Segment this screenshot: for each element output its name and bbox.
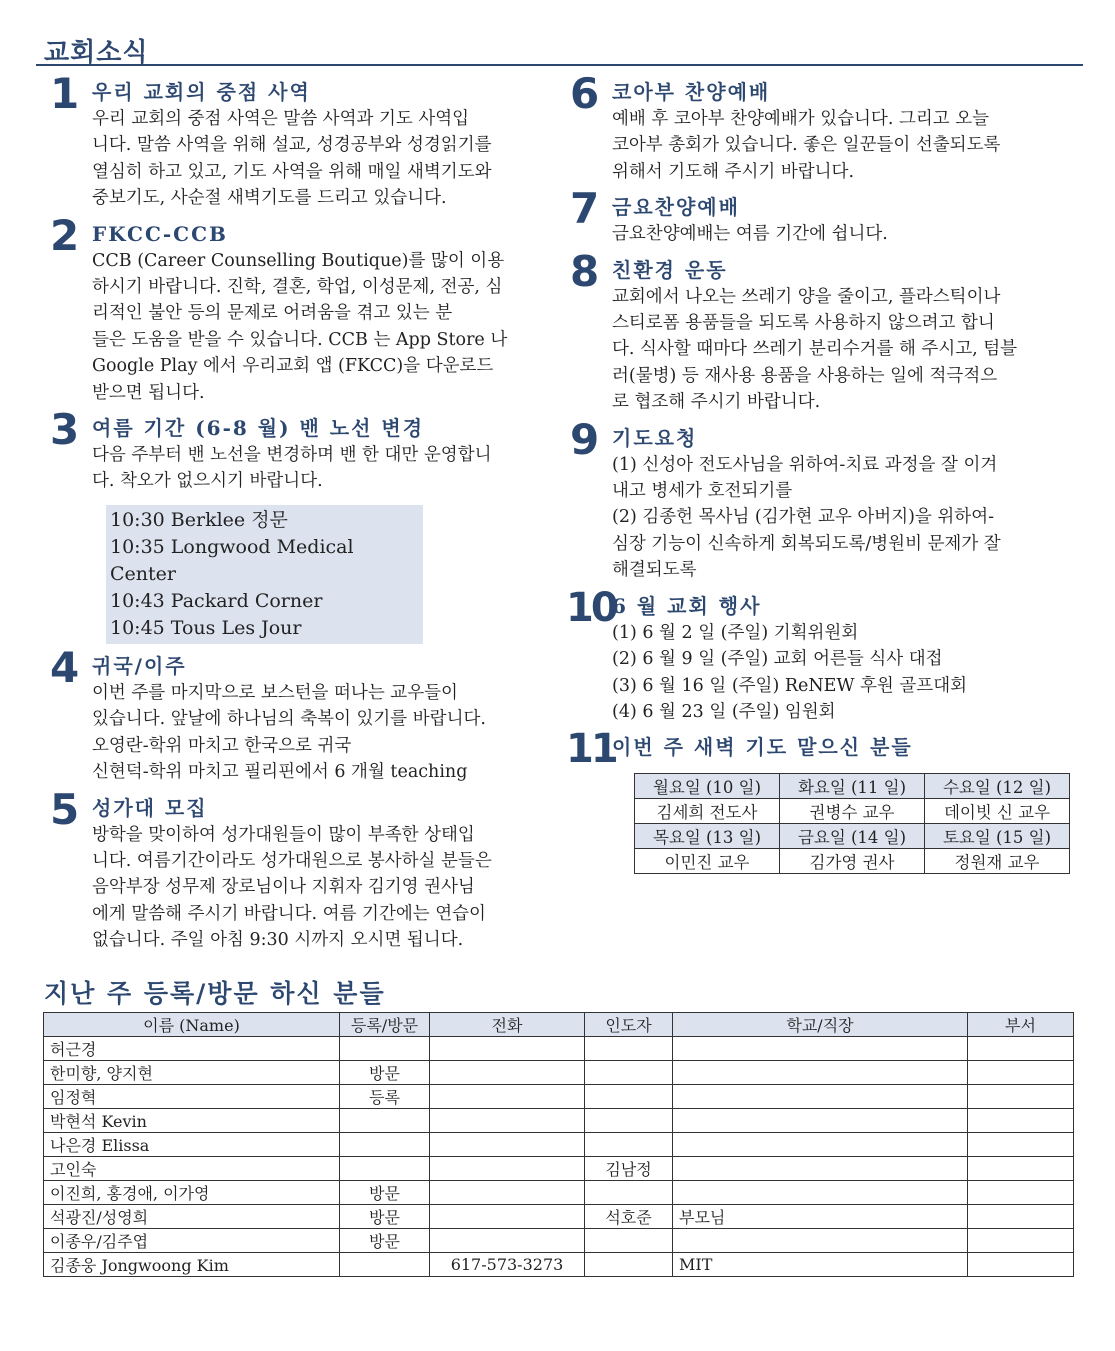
visitor-cell: MIT (673, 1253, 968, 1277)
table-row (44, 1229, 1074, 1253)
visitors-header-cell: 인도자 (585, 1013, 673, 1037)
visitor-cell (673, 1157, 968, 1181)
schedule-line: 10:45 Tous Les Jour (110, 616, 302, 639)
table-row (44, 1061, 1074, 1085)
dawn-cell: 금요일 (14 일) (780, 824, 925, 849)
dawn-leader-row (635, 849, 1070, 874)
van-schedule-box (106, 505, 423, 644)
body-line: 심장 기능이 신속하게 회복되도록/병원비 문제가 잘 (612, 533, 1001, 554)
visitor-cell: 허근경 (44, 1037, 340, 1061)
dawn-cell: 데이빗 신 교우 (925, 799, 1070, 824)
body-line: 중보기도, 사순절 새벽기도를 드리고 있습니다. (92, 188, 447, 209)
section-title: 이번 주 새벽 기도 맡으신 분들 (612, 735, 913, 760)
dawn-cell: 이민진 교우 (635, 849, 780, 874)
dawn-cell: 김세희 전도사 (635, 799, 780, 824)
visitor-cell (673, 1085, 968, 1109)
visitor-cell (968, 1109, 1074, 1133)
section-body (612, 221, 1083, 247)
body-line: 다. 착오가 없으시기 바랍니다. (92, 471, 323, 492)
section-body (92, 106, 555, 212)
body-line: (2) 김종헌 목사님 (김가현 교우 아버지)을 위하여- (612, 507, 995, 528)
dawn-leader-row (635, 799, 1070, 824)
body-line: 받으면 됩니다. (92, 382, 205, 403)
visitor-cell (430, 1061, 585, 1085)
title-divider (36, 64, 1083, 66)
visitors-title: 지난 주 등록/방문 하신 분들 (44, 979, 386, 1008)
visitor-cell (673, 1229, 968, 1253)
section-number: 11 (566, 726, 616, 773)
visitor-cell: 617-573-3273 (430, 1253, 585, 1277)
visitor-cell (430, 1037, 585, 1061)
section-body (92, 442, 555, 495)
visitor-cell: 한미향, 양지현 (44, 1061, 340, 1085)
section-body (92, 680, 555, 786)
news-section-4 (50, 642, 555, 786)
news-section-11 (566, 726, 1083, 874)
visitors-header-cell: 전화 (430, 1013, 585, 1037)
section-number: 5 (50, 784, 80, 834)
table-row (44, 1109, 1074, 1133)
visitor-cell (430, 1181, 585, 1205)
news-section-8 (570, 246, 1083, 416)
visitor-cell (673, 1133, 968, 1157)
visitor-cell: 김남정 (585, 1157, 673, 1181)
right-column (566, 69, 1083, 882)
table-row (44, 1205, 1074, 1229)
visitor-cell (340, 1157, 430, 1181)
body-line: 리적인 불안 등의 문제로 어려움을 겪고 있는 분 (92, 303, 453, 324)
dawn-cell: 김가영 권사 (780, 849, 925, 874)
body-line: 다음 주부터 밴 노선을 변경하며 밴 한 대만 운영합니 (92, 445, 492, 466)
body-line: 음악부장 성무제 장로님이나 지휘자 김기영 권사님 (92, 877, 475, 898)
body-line: 스티로폼 용품들을 되도록 사용하지 않으려고 합니 (612, 313, 995, 334)
body-line: 이번 주를 마지막으로 보스턴을 떠나는 교우들이 (92, 682, 458, 703)
body-line: (1) 6 월 2 일 (주일) 기획위원회 (612, 622, 859, 643)
body-line: 니다. 여름기간이라도 성가대원으로 봉사하실 분들은 (92, 850, 492, 871)
dawn-day-row (635, 824, 1070, 849)
dawn-cell: 수요일 (12 일) (925, 774, 1070, 799)
section-title: 기도요청 (612, 425, 698, 450)
table-row (44, 1181, 1074, 1205)
section-title: 친환경 운동 (612, 257, 728, 282)
visitor-cell (673, 1061, 968, 1085)
visitors-header-cell: 이름 (Name) (44, 1013, 340, 1037)
section-title: 귀국/이주 (92, 653, 187, 678)
visitor-cell: 석광진/성영희 (44, 1205, 340, 1229)
body-line: 에게 말씀해 주시기 바랍니다. 여름 기간에는 연습이 (92, 903, 486, 924)
visitor-cell (585, 1133, 673, 1157)
section-body (612, 284, 1083, 416)
news-section-7 (570, 184, 1083, 247)
section-body (612, 106, 1083, 185)
page-title: 교회소식 (44, 38, 149, 68)
visitor-cell: 임정혁 (44, 1085, 340, 1109)
visitor-cell (968, 1085, 1074, 1109)
visitors-header-cell: 학교/직장 (673, 1013, 968, 1037)
visitors-header-cell: 부서 (968, 1013, 1074, 1037)
schedule-line: 10:30 Berklee 정문 (110, 508, 288, 531)
section-number: 6 (570, 69, 600, 118)
visitor-cell: 방문 (340, 1229, 430, 1253)
body-line: 니다. 말씀 사역을 위해 설교, 성경공부와 성경읽기를 (92, 135, 492, 156)
body-line: (3) 6 월 16 일 (주일) ReNEW 후원 골프대회 (612, 675, 968, 696)
body-line: 러(물병) 등 재사용 용품을 사용하는 일에 적극적으 (612, 365, 998, 386)
visitor-cell (430, 1205, 585, 1229)
body-line: (1) 신성아 전도사님을 위하여-치료 과정을 잘 이겨 (612, 454, 998, 475)
visitor-cell (340, 1037, 430, 1061)
section-body (92, 822, 555, 954)
visitor-cell: 방문 (340, 1181, 430, 1205)
dawn-cell: 권병수 교우 (780, 799, 925, 824)
section-number: 1 (50, 69, 80, 118)
visitor-cell: 이진희, 홍경애, 이가영 (44, 1181, 340, 1205)
dawn-cell: 토요일 (15 일) (925, 824, 1070, 849)
section-title: 여름 기간 (6-8 월) 밴 노선 변경 (92, 416, 425, 441)
body-line: (4) 6 월 23 일 (주일) 임원회 (612, 701, 836, 722)
dawn-cell: 화요일 (11 일) (780, 774, 925, 799)
visitor-cell: 방문 (340, 1205, 430, 1229)
news-section-1 (50, 69, 555, 212)
visitor-cell (968, 1253, 1074, 1277)
body-line: CCB (Career Counselling Boutique)를 많이 이용 (92, 250, 505, 271)
visitor-cell (585, 1037, 673, 1061)
section-number: 7 (570, 184, 600, 234)
news-section-3 (50, 405, 555, 644)
visitor-cell: 나은경 Elissa (44, 1133, 340, 1157)
body-line: 위해서 기도해 주시기 바랍니다. (612, 161, 855, 182)
visitor-cell: 고인숙 (44, 1157, 340, 1181)
visitor-cell (968, 1133, 1074, 1157)
dawn-cell: 정원재 교우 (925, 849, 1070, 874)
visitor-cell: 석호준 (585, 1205, 673, 1229)
visitor-cell: 방문 (340, 1061, 430, 1085)
table-row (44, 1085, 1074, 1109)
dawn-cell: 월요일 (10 일) (635, 774, 780, 799)
section-title: FKCC-CCB (92, 221, 228, 246)
body-line: 다. 식사할 때마다 쓰레기 분리수거를 해 주시고, 텀블 (612, 339, 1018, 360)
section-title: 성가대 모집 (92, 795, 208, 820)
section-number: 8 (570, 246, 600, 296)
dawn-prayer-table (634, 773, 1070, 874)
section-body (612, 620, 1083, 726)
news-section-6 (570, 69, 1083, 185)
visitor-cell (968, 1181, 1074, 1205)
table-row (44, 1253, 1074, 1277)
visitor-cell: 박현석 Kevin (44, 1109, 340, 1133)
body-line: 방학을 맞이하여 성가대원들이 많이 부족한 상태입 (92, 824, 475, 845)
news-section-10 (566, 584, 1083, 726)
schedule-line: 10:35 Longwood Medical Center (110, 535, 354, 585)
section-number: 9 (570, 414, 600, 464)
section-body (92, 248, 555, 406)
visitor-cell (340, 1253, 430, 1277)
visitor-cell (673, 1037, 968, 1061)
visitor-cell (673, 1181, 968, 1205)
visitor-cell (968, 1157, 1074, 1181)
visitor-cell: 김종웅 Jongwoong Kim (44, 1253, 340, 1277)
section-number: 2 (50, 210, 80, 260)
table-row (44, 1133, 1074, 1157)
visitor-cell (673, 1109, 968, 1133)
body-line: 금요찬양예배는 여름 기간에 쉽니다. (612, 224, 888, 245)
section-title: 우리 교회의 중점 사역 (92, 80, 311, 104)
visitor-cell (968, 1037, 1074, 1061)
table-row (44, 1157, 1074, 1181)
left-column (50, 69, 555, 962)
visitor-cell (585, 1229, 673, 1253)
table-row (44, 1037, 1074, 1061)
body-line: 예배 후 코아부 찬양예배가 있습니다. 그리고 오늘 (612, 109, 990, 129)
body-line: 하시기 바랍니다. 진학, 결혼, 학업, 이성문제, 전공, 심 (92, 277, 503, 298)
section-title: 6 월 교회 행사 (612, 593, 762, 618)
visitor-cell (430, 1085, 585, 1109)
body-line: 없습니다. 주일 아침 9:30 시까지 오시면 됩니다. (92, 930, 464, 951)
visitor-cell (430, 1229, 585, 1253)
body-line: 코아부 총회가 있습니다. 좋은 일꾼들이 선출되도록 (612, 135, 1001, 156)
section-body (612, 452, 1083, 584)
visitor-cell (585, 1085, 673, 1109)
body-line: 우리 교회의 중점 사역은 말씀 사역과 기도 사역입 (92, 109, 470, 129)
dawn-cell: 목요일 (13 일) (635, 824, 780, 849)
visitor-cell (340, 1109, 430, 1133)
section-number: 4 (50, 642, 80, 692)
visitors-table (43, 1012, 1074, 1277)
visitor-cell: 이종우/김주엽 (44, 1229, 340, 1253)
visitor-cell (968, 1229, 1074, 1253)
body-line: Google Play 에서 우리교회 앱 (FKCC)을 다운로드 (92, 356, 494, 377)
news-section-5 (50, 784, 555, 954)
body-line: 들은 도움을 받을 수 있습니다. CCB 는 App Store 나 (92, 329, 508, 350)
visitor-cell (585, 1181, 673, 1205)
section-title: 코아부 찬양예배 (612, 80, 771, 104)
body-line: 로 협조해 주시기 바랍니다. (612, 392, 821, 413)
section-number: 10 (566, 584, 616, 631)
visitor-cell: 등록 (340, 1085, 430, 1109)
visitors-header-cell: 등록/방문 (340, 1013, 430, 1037)
visitor-cell (340, 1133, 430, 1157)
body-line: 해결되도록 (612, 560, 697, 581)
body-line: 신현덕-학위 마치고 필리핀에서 6 개월 teaching (92, 762, 468, 783)
body-line: 열심히 하고 있고, 기도 사역을 위해 매일 새벽기도와 (92, 161, 492, 182)
visitor-cell (585, 1109, 673, 1133)
news-section-9 (570, 414, 1083, 584)
visitor-cell (430, 1133, 585, 1157)
body-line: (2) 6 월 9 일 (주일) 교회 어른들 식사 대접 (612, 649, 943, 670)
news-section-2 (50, 210, 555, 406)
section-number: 3 (50, 405, 80, 455)
body-line: 교회에서 나오는 쓰레기 양을 줄이고, 플라스틱이나 (612, 286, 1001, 307)
body-line: 오영란-학위 마치고 한국으로 귀국 (92, 735, 352, 756)
dawn-day-row (635, 774, 1070, 799)
visitor-cell (585, 1061, 673, 1085)
visitor-cell (430, 1109, 585, 1133)
visitor-cell: 부모님 (673, 1205, 968, 1229)
body-line: 내고 병세가 호전되기를 (612, 481, 793, 502)
body-line: 있습니다. 앞날에 하나님의 축복이 있기를 바랍니다. (92, 709, 486, 730)
schedule-line: 10:43 Packard Corner (110, 589, 323, 612)
visitor-cell (968, 1205, 1074, 1229)
section-title: 금요찬양예배 (612, 195, 740, 220)
visitor-cell (430, 1157, 585, 1181)
visitor-cell (968, 1061, 1074, 1085)
visitor-cell (585, 1253, 673, 1277)
